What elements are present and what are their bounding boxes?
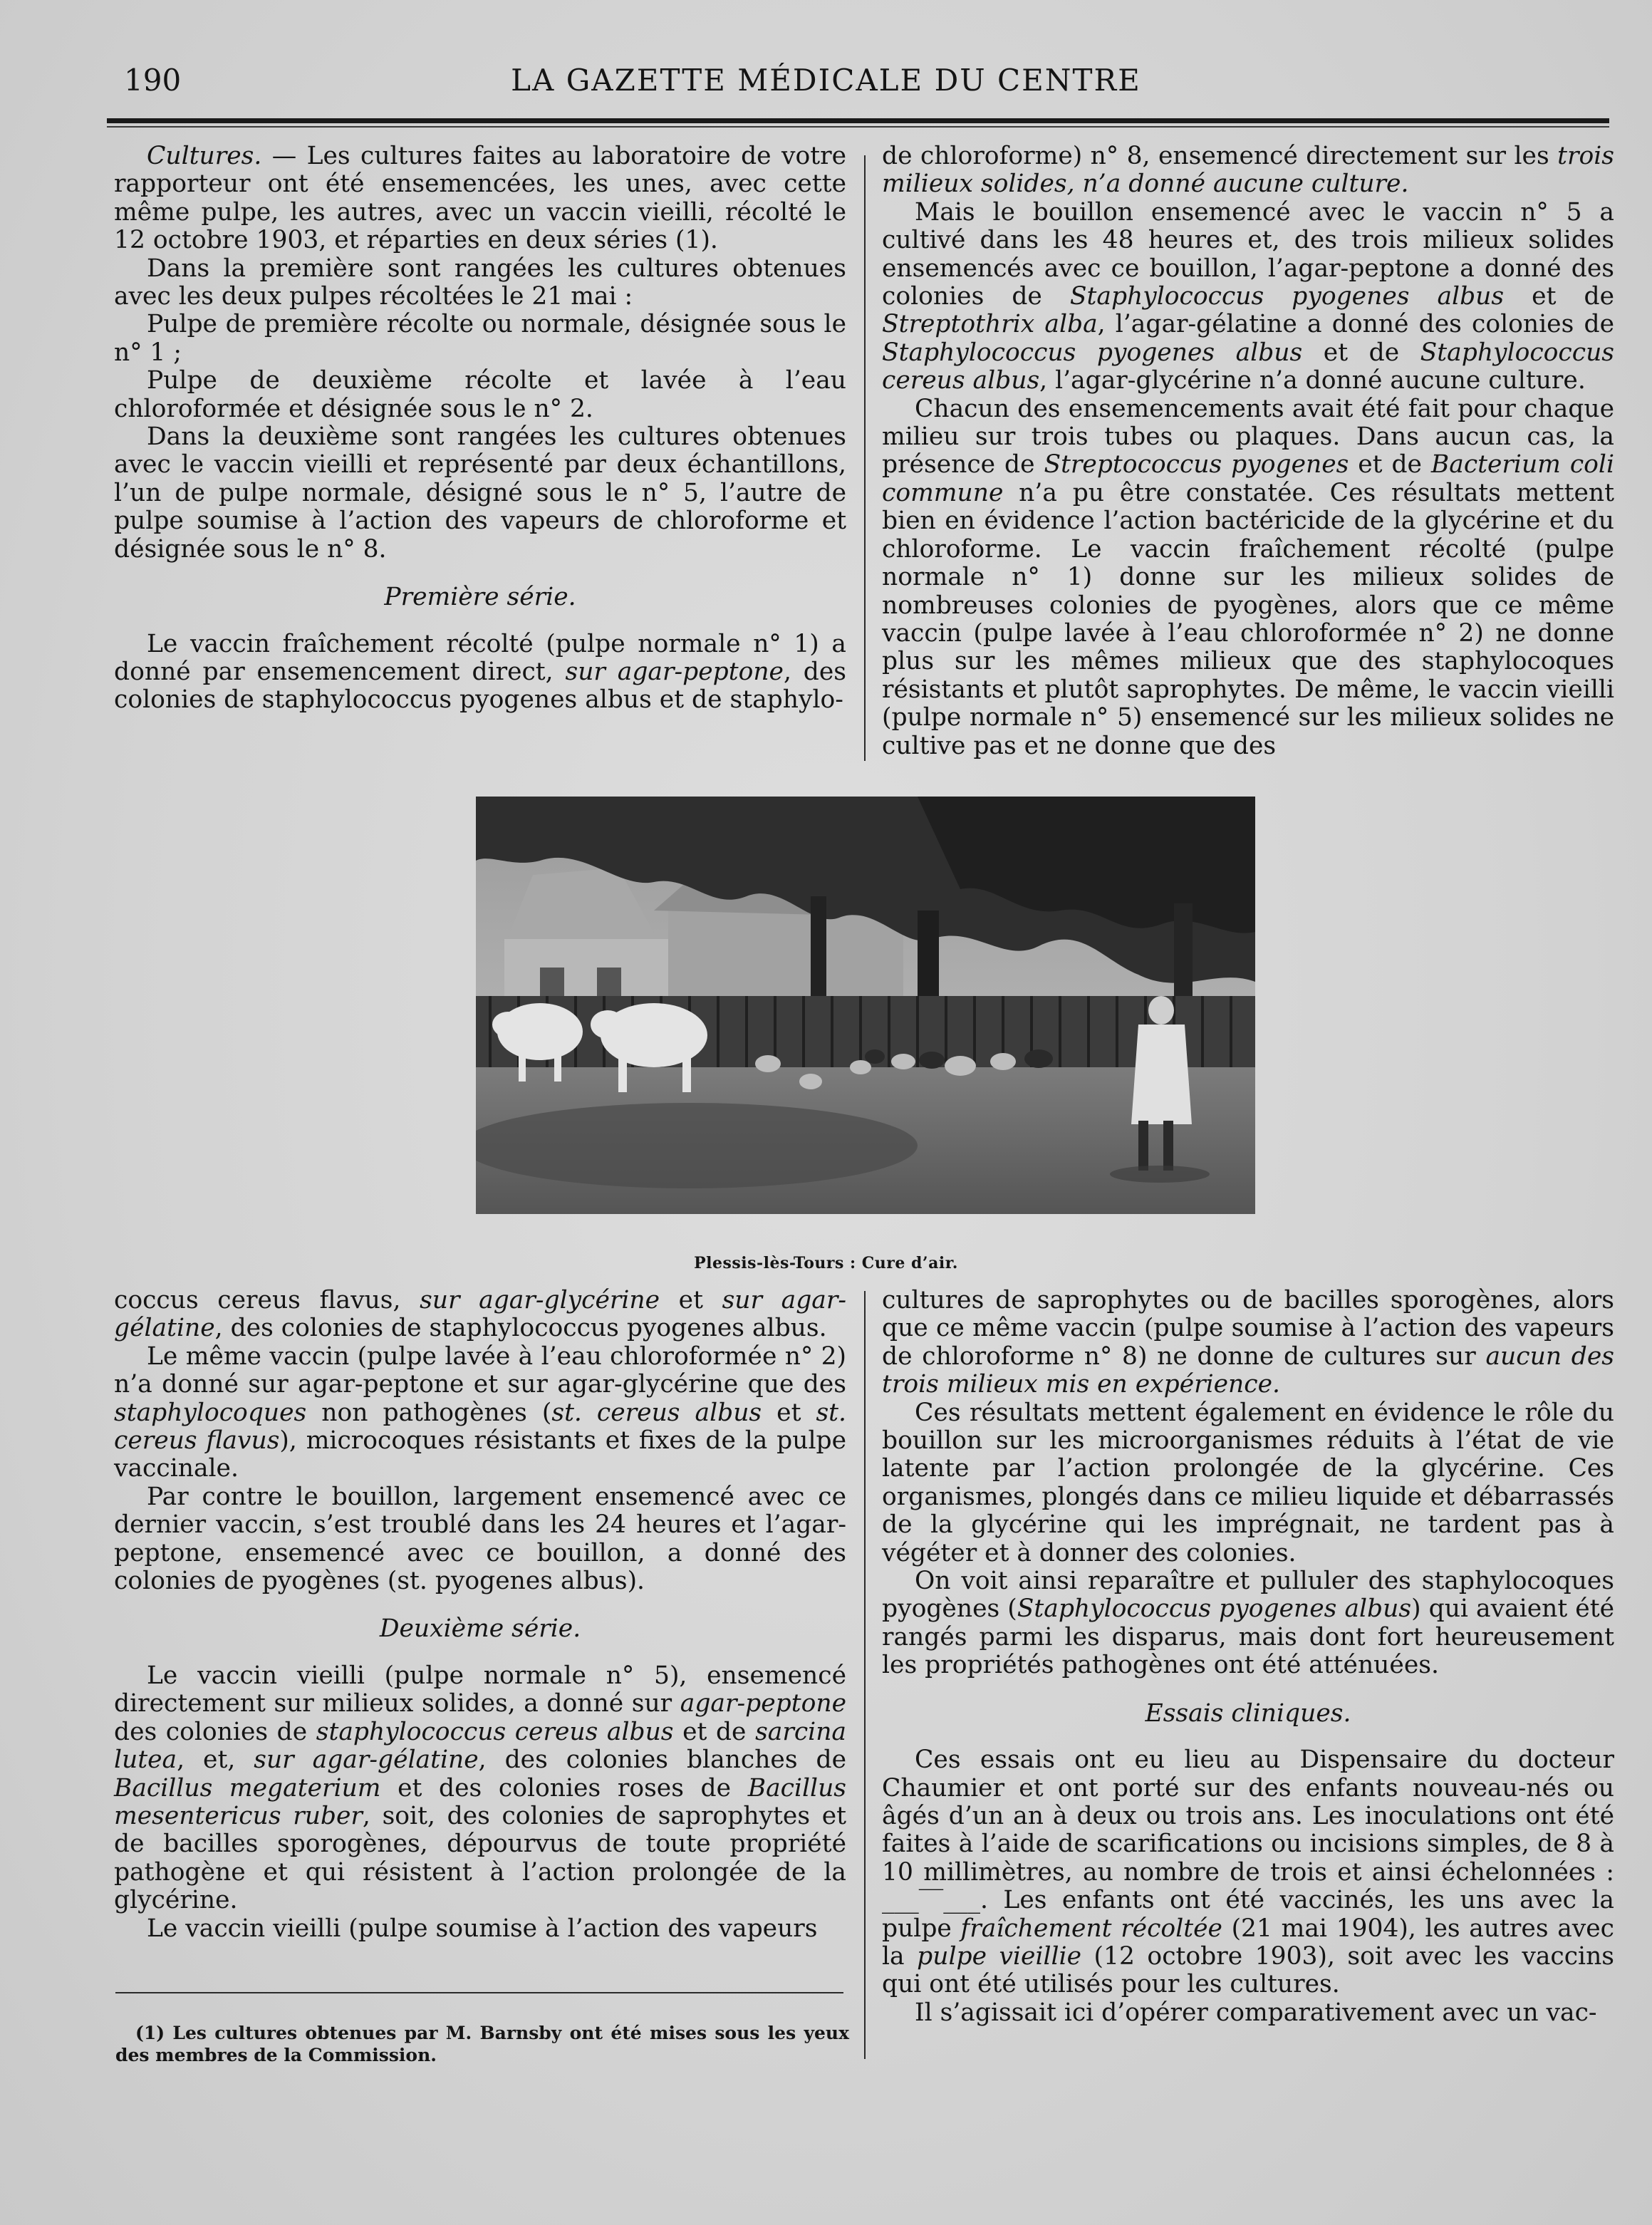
italic-run: pulpe vieillie [917, 1941, 1082, 1971]
text-run: non pathogènes ( [306, 1398, 552, 1427]
italic-run: sarcina lutea [114, 1717, 846, 1775]
italic-run: Streptothrix alba [882, 310, 1098, 339]
text-run: . Les enfants ont été vaccinés, les uns avec la pulpe [882, 1886, 1614, 1943]
page-number: 190 [124, 63, 182, 98]
text-run: de chloroforme) n° 8, ensemencé directement sur les [882, 142, 1558, 170]
text-run: (12 octobre 1903), soit avec les vaccins qui ont été utilisés pour les cultures. [882, 1941, 1615, 1999]
paragraph [114, 1287, 846, 1343]
footnote [115, 2022, 849, 2066]
paragraph [882, 1287, 1614, 1399]
paragraph [882, 395, 1614, 760]
italic-run: aucun des trois milieux mis en expérience. [882, 1342, 1614, 1399]
italic-run: trois milieux solides, n’a donné aucune culture. [882, 142, 1614, 199]
journal-title: LA GAZETTE MÉDICALE DU CENTRE [511, 63, 1141, 98]
text-run: et [660, 1286, 722, 1314]
italic-run: fraîchement récoltée [960, 1914, 1222, 1943]
paragraph [114, 1343, 846, 1483]
italic-run: sur agar-gélatine [114, 1286, 846, 1343]
italic-run: Bacillus mesentericus ruber [114, 1773, 846, 1830]
text-run: Mais le bouillon ensemencé avec le vaccin n° 5 a cultivé dans les 48 heures et, des trois milieux solides ensemencés avec ce bouillon, l’agar-peptone a donné des colonies de [882, 197, 1614, 311]
text-run: , des colonies blanches de [478, 1746, 846, 1775]
italic-run: staphylococcus cereus albus [316, 1717, 674, 1746]
italic-run: Bacillus megaterium [114, 1773, 381, 1803]
text-run: cultures de saprophytes ou de bacilles sporogènes, alors que ce même vaccin (pulpe soumise à l’action des vapeurs de chloroforme n° 8) ne donne de cultures sur [882, 1286, 1614, 1371]
text-run: , et, [177, 1746, 254, 1775]
paragraph [882, 199, 1614, 395]
text-run: n’a pu être constatée. Ces résultats mettent bien en évidence l’action bactéricide de la glycérine et du chloroforme. Le vaccin fraîchement récolté (pulpe normale n° 1) donne sur les milieux solides de nombreuses colonies de pyogènes, alors que ce même vaccin (pulpe lavée à l’eau chloroformée n° 2) ne donne plus sur les mêmes milieux que des staphylocoques résistants et plutôt saprophytes. De même, le vaccin vieilli (pulpe normale n° 5) ensemencé sur les milieux solides ne cultive pas et ne donne que des [882, 478, 1614, 760]
running-header [107, 63, 1545, 105]
text-run: , l’agar-gélatine a donné des colonies de [1097, 310, 1614, 339]
italic-run: Bacterium coli commune [882, 450, 1614, 507]
paragraph [114, 1662, 846, 1915]
footnote-text: (1) Les cultures obtenues par M. Barnsby ont été mises sous les yeux des membres de la Commission. [115, 2023, 849, 2065]
italic-run: sur agar-gélatine [254, 1746, 479, 1775]
paragraph: Par contre le bouillon, largement ensemencé avec ce dernier vaccin, s’est troublé dans les 24 heures et l’agar-peptone, ensemencé avec ce bouillon, a donné des colonies de pyogènes (st. pyogenes albus). [114, 1482, 846, 1596]
figure-caption: Plessis-lès-Tours : Cure d’air. [694, 1254, 958, 1272]
text-run: ), microcoques résistants et fixes de la pulpe vaccinale. [114, 1426, 846, 1483]
text-run: coccus cereus flavus, [114, 1286, 420, 1314]
footnote-rule [115, 1992, 843, 1993]
italic-run: staphylocoques [114, 1398, 307, 1427]
italic-run: Streptococcus pyogenes [1044, 450, 1349, 479]
column-bottom-left [114, 1287, 846, 1943]
text-run: et des colonies roses de [380, 1773, 748, 1803]
text-run: — Les cultures faites au laboratoire de votre rapporteur ont été ensemencées, les unes, avec cette même pulpe, les autres, avec un vaccin vieilli, récolté le 12 octobre 1903, et réparties en deux séries (1). [114, 142, 846, 255]
paragraph: Dans la deuxième sont rangées les cultures obtenues avec le vaccin vieilli et représenté par deux échantillons, l’un de pulpe normale, désigné sous le n° 5, l’autre de pulpe soumise à l’action des vapeurs de chloroforme et désignée sous le n° 8. [114, 422, 846, 564]
text-run: Le vaccin vieilli (pulpe normale n° 5), ensemencé directement sur milieux solides, a donné sur [114, 1661, 846, 1718]
italic-run: agar-peptone [680, 1689, 846, 1718]
italic-run: st. cereus albus [551, 1398, 762, 1427]
paragraph [114, 631, 846, 715]
incision-diagram: ___‾‾___ [882, 1886, 980, 1915]
text-run: On voit ainsi reparaître et pulluler des staphylocoques pyogènes ( [882, 1567, 1614, 1624]
header-rule-thick [107, 118, 1609, 123]
column-top-left [114, 142, 846, 715]
section-heading: Essais cliniques. [1145, 1698, 1351, 1728]
text-run: (21 mai 1904), les autres avec la [882, 1914, 1614, 1971]
paragraph [882, 1567, 1614, 1680]
text-run: des colonies de [114, 1717, 316, 1746]
text-run: ) qui avaient été rangés parmi les disparus, mais dont fort heureusement les propriétés pathogènes ont été atténuées. [882, 1594, 1614, 1680]
paragraph: Le vaccin vieilli (pulpe soumise à l’action des vapeurs [147, 1914, 818, 1943]
text-run: , des colonies de staphylococcus pyogenes albus et de staphylo- [114, 657, 847, 715]
paragraph: Pulpe de deuxième récolte et lavée à l’eau chloroformée et désignée sous le n° 2. [114, 366, 846, 423]
text-run: Le même vaccin (pulpe lavée à l’eau chloroformée n° 2) n’a donné sur agar-peptone et sur agar-glycérine que des [114, 1342, 846, 1399]
header-rule-thin [107, 126, 1609, 128]
section-heading: Deuxième série. [379, 1614, 581, 1644]
column-bottom-right [882, 1287, 1614, 2027]
photograph-plessis-les-tours [476, 797, 1255, 1214]
italic-run: Staphylococcus pyogenes albus [882, 338, 1303, 367]
italic-run: sur agar-peptone [565, 657, 784, 686]
text-run: et de [1302, 338, 1420, 367]
paragraph: Dans la première sont rangées les cultures obtenues avec les deux pulpes récoltées le 21 mai : [114, 254, 846, 311]
text-run: et de [1504, 282, 1614, 311]
paragraph [114, 142, 846, 255]
text-run: et [762, 1398, 816, 1427]
run-in-heading: Cultures. [147, 142, 262, 170]
text-run: , des colonies de staphylococcus pyogenes albus. [214, 1314, 827, 1343]
text-run: , l’agar-glycérine n’a donné aucune culture. [1039, 366, 1586, 395]
italic-run: Staphylococcus cereus albus [882, 338, 1614, 395]
italic-run: st. cereus flavus [114, 1398, 846, 1456]
paragraph [882, 142, 1614, 199]
italic-run: Staphylococcus pyogenes albus [1069, 282, 1505, 311]
column-divider [864, 155, 866, 761]
section-heading: Première série. [384, 583, 576, 612]
text-run: et de [673, 1717, 756, 1746]
text-run: , soit, des colonies de saprophytes et de bacilles sporogènes, dépourvus de toute propriété pathogène et qui résistent à l’action prolongée de la glycérine. [114, 1801, 846, 1915]
paragraph: Il s’agissait ici d’opérer comparativement avec un vac- [915, 1998, 1597, 2027]
paragraph: Ces résultats mettent également en évidence le rôle du bouillon sur les microorganismes réduits à l’état de vie latente par l’action prolongée de la glycérine. Ces organismes, plongés dans ce milieu liquide et débarrassés de la glycérine qui les imprégnait, ne tardent pas à végéter et à donner des colonies. [882, 1398, 1614, 1567]
italic-run: sur agar-glycérine [420, 1286, 660, 1314]
photo-illustration [476, 797, 1255, 1214]
text-run: et de [1349, 450, 1431, 479]
text-run: Ces essais ont eu lieu au Dispensaire du docteur Chaumier et ont porté sur des enfants nouveau-nés ou âgés d’un an à deux ou trois ans. Les inoculations ont été faites à l’aide de scarifications ou incisions simples, de 8 à 10 millimètres, au nombre de trois et ainsi échelonnées : [882, 1746, 1614, 1887]
text-run: Le vaccin fraîchement récolté (pulpe normale n° 1) a donné par ensemencement direct, [114, 629, 846, 686]
text-run: Chacun des ensemencements avait été fait pour chaque milieu sur trois tubes ou plaques. Dans aucun cas, la présence de [882, 394, 1614, 479]
column-top-right [882, 142, 1614, 760]
paragraph: Pulpe de première récolte ou normale, désignée sous le n° 1 ; [114, 310, 846, 367]
column-divider [864, 1291, 866, 2059]
italic-run: Staphylococcus pyogenes albus [1017, 1594, 1412, 1624]
paragraph [882, 1746, 1614, 1999]
